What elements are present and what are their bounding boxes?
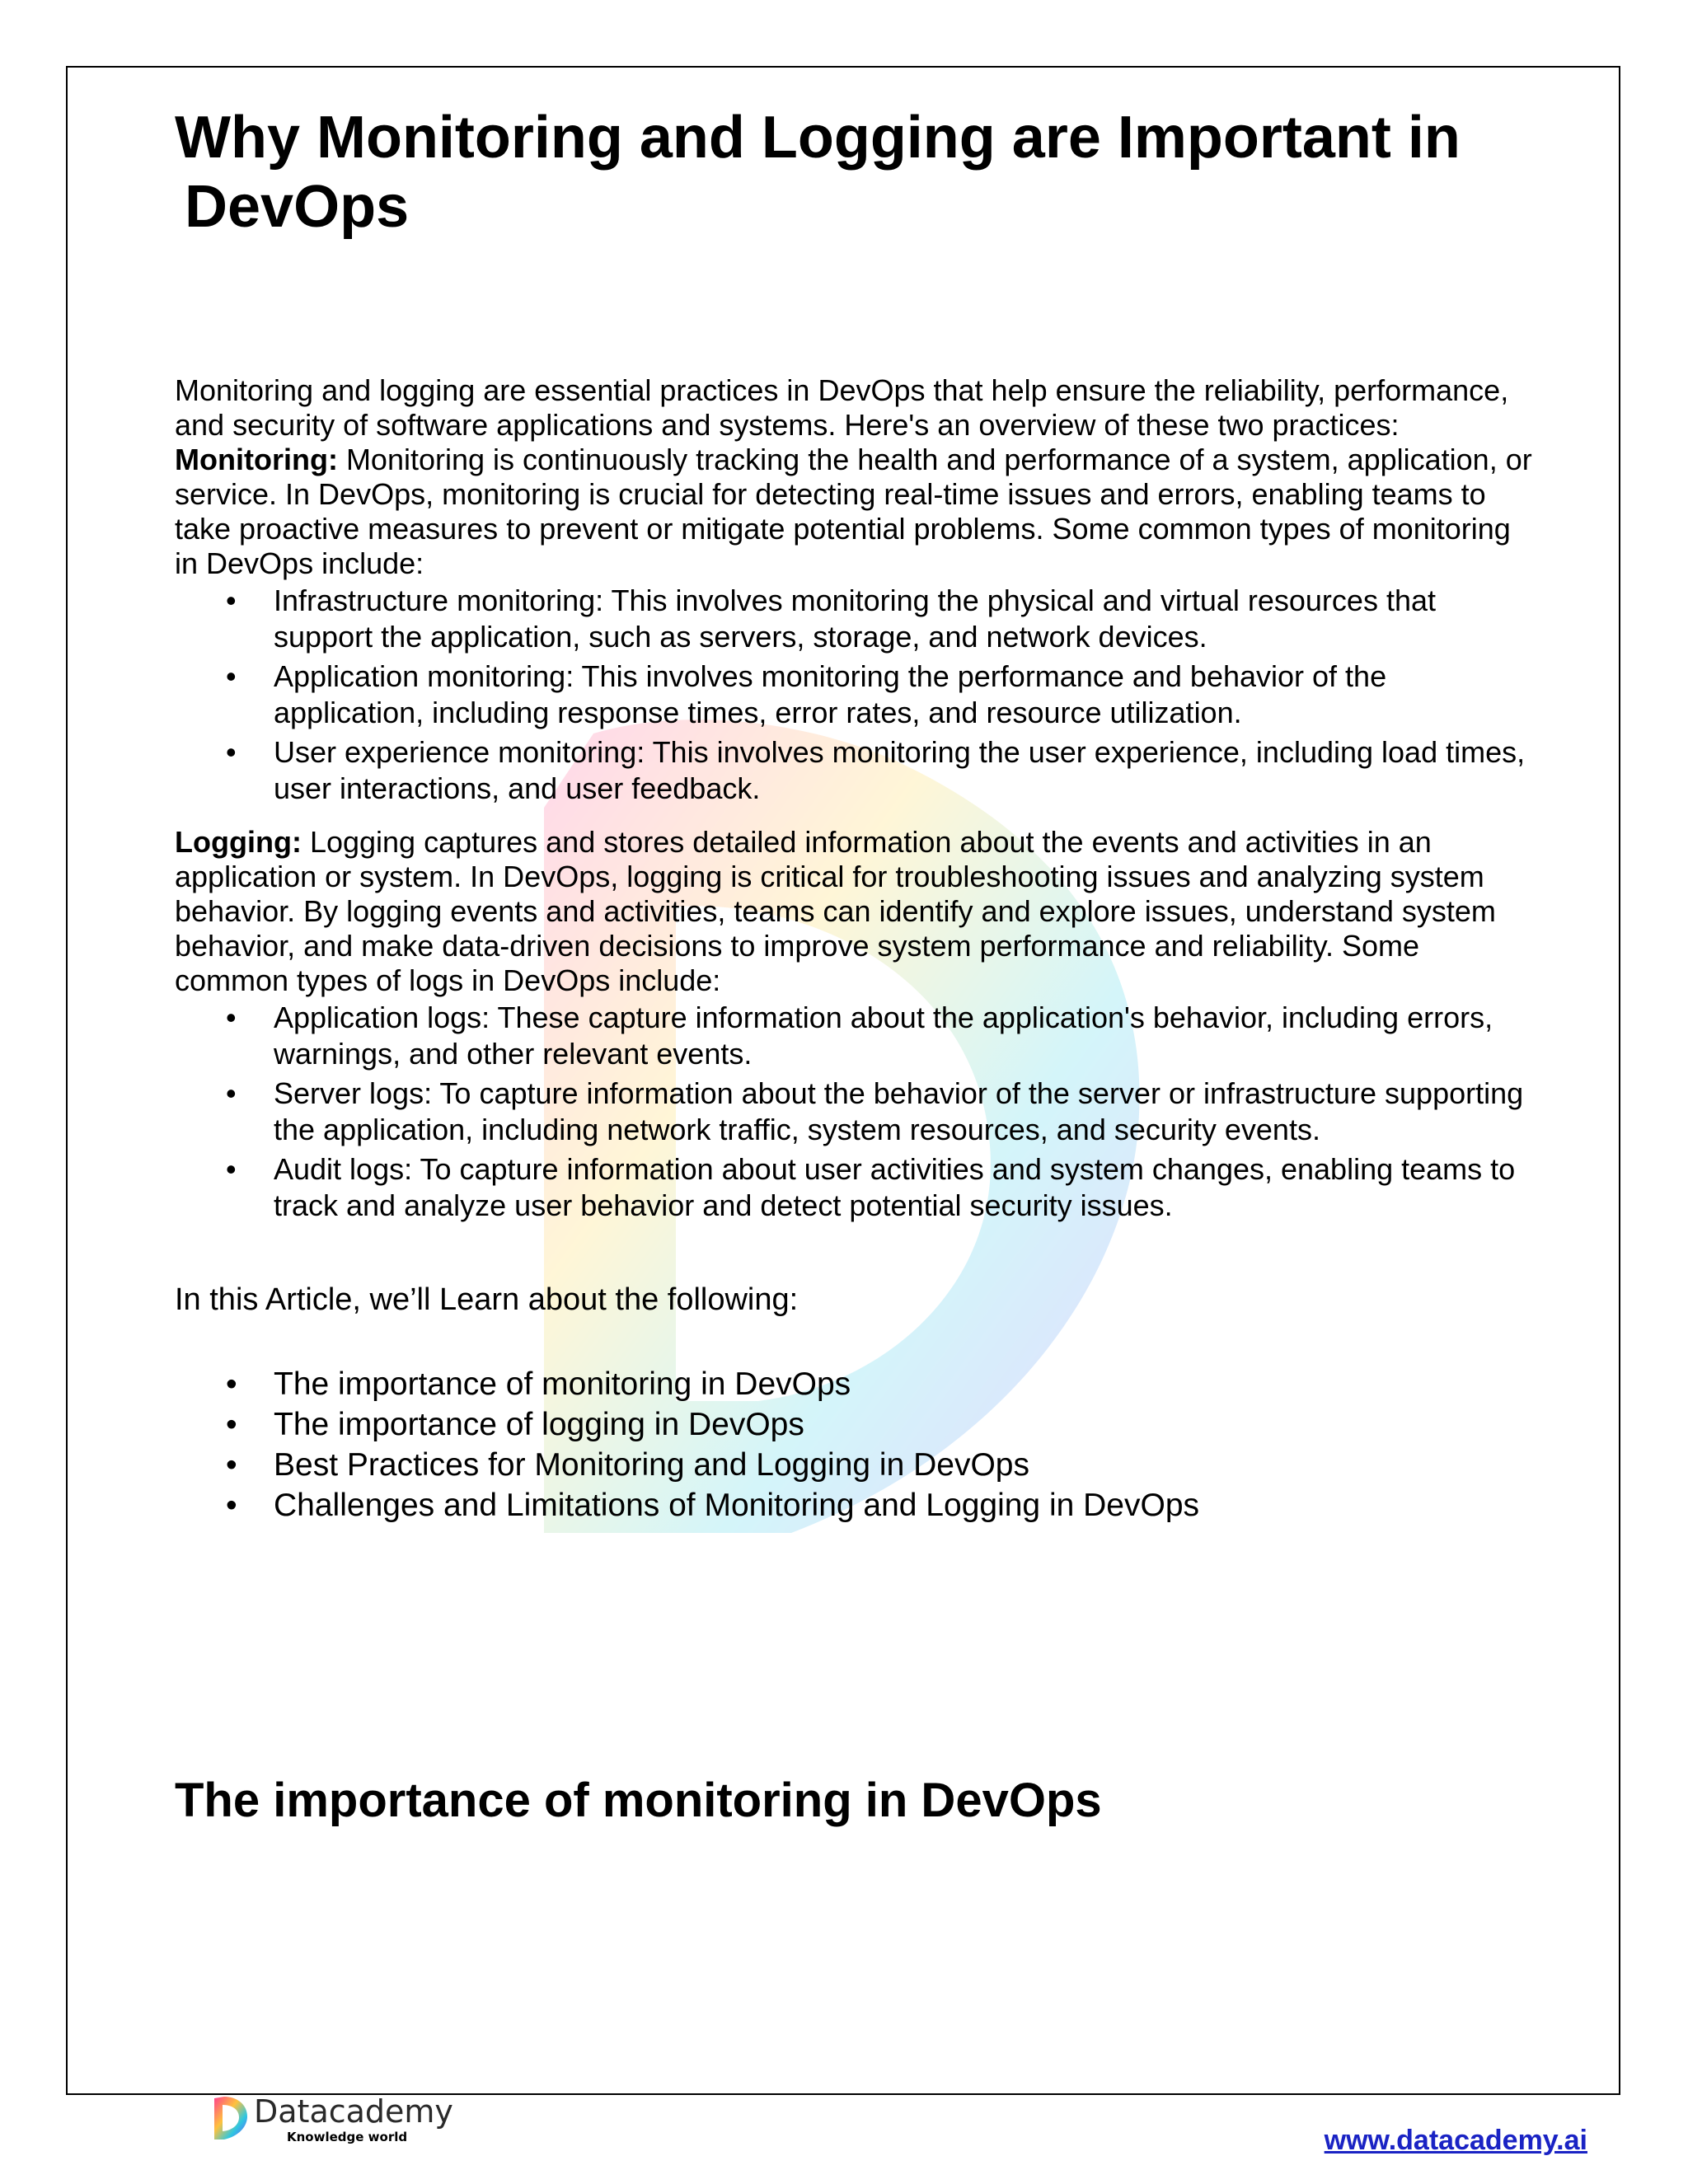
list-item: • Infrastructure monitoring: This involves monitoring the physical and virtual resources that support the application, such as servers, storage, and network devices.: [175, 583, 1535, 655]
list-item: • Application logs: These capture information about the application's behavior, including errors, warnings, and other relevant events.: [175, 1000, 1535, 1072]
list-item: • User experience monitoring: This involves monitoring the user experience, including load times, user interactions, and user feedback.: [175, 734, 1535, 807]
monitoring-label: Monitoring:: [175, 443, 338, 476]
list-item: • Server logs: To capture information about the behavior of the server or infrastructure supporting the application, including network traffic, system resources, and security events.: [175, 1076, 1535, 1148]
footer-logo: [213, 2093, 453, 2144]
list-item: • Application monitoring: This involves monitoring the performance and behavior of the application, including response times, error rates, and resource utilization.: [175, 658, 1535, 731]
article-intro: In this Article, we’ll Learn about the following:: [175, 1282, 799, 1317]
intro-paragraph: Monitoring and logging are essential practices in DevOps that help ensure the reliability, performance, and security of software applications and systems. Here's an overview of these two practices:: [175, 373, 1509, 442]
logo-tagline: Knowledge world: [287, 2130, 408, 2144]
toc-item: • The importance of monitoring in DevOps: [175, 1364, 1535, 1404]
monitoring-text: Monitoring is continuously tracking the health and performance of a system, application, or service. In DevOps, monitoring is crucial for detecting real-time issues and errors, enabling teams to take proactive measures to prevent or mitigate potential problems. Some common types of monitoring in DevOps include:: [175, 443, 1532, 580]
section-heading: The importance of monitoring in DevOps: [175, 1774, 1102, 1827]
logging-text: Logging captures and stores detailed information about the events and activities in an application or system. In DevOps, logging is critical for troubleshooting issues and analyzing system behavior. By logging events and activities, teams can identify and explore issues, understand system behavior, and make data-driven decisions to improve system performance and reliability. Some common types of logs in DevOps include:: [175, 825, 1496, 997]
document-body: [175, 103, 1535, 1526]
logging-label: Logging:: [175, 825, 302, 859]
website-link[interactable]: www.datacademy.ai: [1324, 2125, 1587, 2156]
toc-item: • Best Practices for Monitoring and Logging in DevOps: [175, 1445, 1535, 1485]
page-title: Why Monitoring and Logging are Important in DevOps: [175, 105, 1461, 240]
log-types-list: [175, 1000, 1535, 1224]
monitoring-types-list: [175, 583, 1535, 807]
table-of-contents: [175, 1364, 1535, 1526]
monitoring-paragraph: [175, 443, 1535, 581]
logging-paragraph: [175, 825, 1535, 998]
toc-item: • The importance of logging in DevOps: [175, 1404, 1535, 1445]
list-item: • Audit logs: To capture information about user activities and system changes, enabling teams to track and analyze user behavior and detect potential security issues.: [175, 1151, 1535, 1224]
logo-name: Datacademy: [254, 2093, 453, 2130]
toc-item: • Challenges and Limitations of Monitoring and Logging in DevOps: [175, 1485, 1535, 1526]
datacademy-logo-icon: [213, 2093, 249, 2141]
